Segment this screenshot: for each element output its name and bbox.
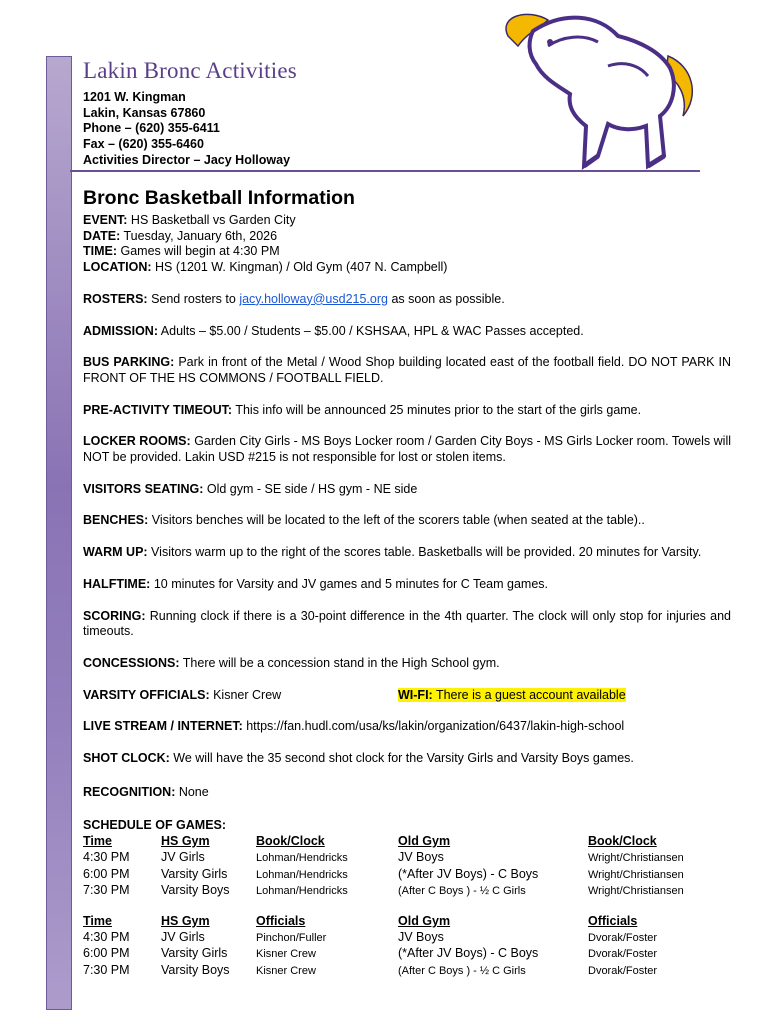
address-line1: 1201 W. Kingman [83,90,186,104]
locker-rooms-text: Garden City Girls - MS Boys Locker room / Garden City Boys - MS Girls Locker room. Towels will NOT be provided. Lakin USD #215 is not responsible for lost or stolen items. [83,434,731,465]
cell: Lohman/Hendricks [256,885,348,898]
schedule-table-1 [83,834,728,980]
phone: Phone – (620) 355-6411 [83,121,220,136]
table-row [83,946,728,963]
cell: Kisner Crew [256,965,316,978]
event-value: HS Basketball vs Garden City [127,213,296,227]
schedule-2-header [83,914,728,930]
halftime-label: HALFTIME: [83,576,151,591]
time-label: TIME: [83,244,118,259]
cell: Dvorak/Foster [588,931,658,944]
cell: 4:30 PM [83,849,130,864]
livestream-url: https://fan.hudl.com/usa/ks/lakin/organization/6437/lakin-high-school [242,719,625,734]
cell: Varsity Boys [161,963,230,978]
warmup-label: WARM UP: [83,545,148,560]
header-cell: Book/Clock [588,834,657,849]
cell: Kisner Crew [256,948,316,961]
header-cell: Old Gym [398,913,451,928]
timeout-text: This info will be announced 25 minutes prior to the start of the girls game. [232,402,642,417]
livestream-section [83,719,731,735]
cell: JV Boys [398,929,444,944]
scoring-section [83,609,731,640]
recognition-section [83,785,731,801]
sidebar-bar [46,56,72,1010]
halftime-section [83,577,731,593]
shot-clock-label: SHOT CLOCK: [83,751,170,766]
cell: 7:30 PM [83,963,130,978]
cell: Dvorak/Foster [588,948,658,961]
rosters-pre: Send rosters to [147,291,240,306]
cell: Varsity Girls [161,866,228,881]
cell: JV Girls [161,929,205,944]
livestream-label: LIVE STREAM / INTERNET: [83,719,243,734]
locker-rooms-section [83,434,731,465]
cell: Dvorak/Foster [588,965,658,978]
bus-parking-text: Park in front of the Metal / Wood Shop building located east of the football field. DO NOT PARK IN FRONT OF THE HS COMMONS / FOOTBALL FIELD. [83,355,731,385]
officials-text: Kisner Crew [209,687,282,702]
date-label: DATE: [83,228,121,243]
location-value: HS (1201 W. Kingman) / Old Gym (407 N. Campbell) [151,260,448,275]
event-block [83,213,731,276]
director: Activities Director – Jacy Holloway [83,152,291,167]
cell: Pinchon/Fuller [256,931,327,944]
document-body [83,186,731,980]
timeout-label: PRE-ACTIVITY TIMEOUT: [83,402,233,417]
cell: (After C Boys ) - ½ C Girls [398,965,526,978]
cell: Varsity Girls [161,946,228,961]
address-line2: Lakin, Kansas 67860 [83,105,206,120]
admission-section [83,324,731,340]
wifi-label: WI-FI: [398,687,433,702]
cell: Varsity Boys [161,883,230,898]
table-row [83,883,728,900]
header-cell: Officials [588,913,638,928]
email-link[interactable]: jacy.holloway@usd215.org [239,291,388,306]
concessions-label: CONCESSIONS: [83,655,180,670]
table-row [83,850,728,867]
cell: Wright/Christiansen [588,885,684,898]
header-cell: HS Gym [161,834,210,849]
admission-label: ADMISSION: [83,323,158,338]
concessions-text: There will be a concession stand in the High School gym. [179,655,500,670]
scoring-text: Running clock if there is a 30-point difference in the 4th quarter. The clock will only stop for injuries and timeouts. [83,608,731,639]
cell: JV Girls [161,849,205,864]
cell: (*After JV Boys) - C Boys [398,946,539,961]
timeout-section [83,403,731,419]
cell: Lohman/Hendricks [256,851,348,864]
time-value: Games will begin at 4:30 PM [117,244,280,259]
cell: 7:30 PM [83,883,130,898]
rosters-post: as soon as possible. [387,291,505,306]
officials-wifi-row [83,688,731,704]
wifi-text: There is a guest account available [432,687,626,702]
header-cell: HS Gym [161,913,210,928]
halftime-text: 10 minutes for Varsity and JV games and 5 minutes for C Team games. [150,576,548,591]
seating-text: Old gym - SE side / HS gym - NE side [203,481,418,496]
warmup-section [83,545,731,561]
benches-section [83,513,731,529]
shot-clock-text: We will have the 35 second shot clock for the Varsity Girls and Varsity Boys games. [169,751,634,766]
cell: JV Boys [398,849,444,864]
cell: 6:00 PM [83,946,130,961]
cell: 4:30 PM [83,929,130,944]
cell: Lohman/Hendricks [256,868,348,881]
bus-parking-section [83,355,731,386]
recognition-text: None [175,784,209,799]
warmup-text: Visitors warm up to the right of the scores table. Basketballs will be provided. 20 minutes for Varsity. [147,545,702,560]
schedule-1-header [83,834,728,850]
bus-parking-label: BUS PARKING: [83,355,175,370]
officials-label: VARSITY OFFICIALS: [83,687,210,702]
concessions-section [83,656,731,672]
location-label: LOCATION: [83,260,152,275]
table-row [83,867,728,884]
table-row [83,930,728,947]
fax: Fax – (620) 355-6460 [83,137,204,152]
benches-label: BENCHES: [83,513,149,528]
event-label: EVENT: [83,213,128,227]
admission-text: Adults – $5.00 / Students – $5.00 / KSHSAA, HPL & WAC Passes accepted. [158,323,584,338]
page-title: Bronc Basketball Information [83,187,355,209]
header-cell: Officials [256,913,306,928]
date-value: Tuesday, January 6th, 2026 [120,228,278,243]
org-title: Lakin Bronc Activities [83,58,297,83]
table-row [83,963,728,980]
shot-clock-section [83,751,731,767]
header-cell: Time [83,834,112,849]
header-cell: Book/Clock [256,834,325,849]
locker-rooms-label: LOCKER ROOMS: [83,434,191,449]
seating-section [83,482,731,498]
cell: Wright/Christiansen [588,868,684,881]
recognition-label: RECOGNITION: [83,784,176,799]
cell: 6:00 PM [83,866,130,881]
cell: Wright/Christiansen [588,851,684,864]
scoring-label: SCORING: [83,608,146,623]
header-cell: Time [83,913,112,928]
schedule-title: SCHEDULE OF GAMES: [83,818,227,833]
bronco-logo-icon [488,6,703,176]
cell: (*After JV Boys) - C Boys [398,866,539,881]
rosters-label: ROSTERS: [83,291,148,306]
cell: (After C Boys ) - ½ C Girls [398,885,526,898]
benches-text: Visitors benches will be located to the left of the scorers table (when seated at the table).. [148,513,645,528]
rosters-section [83,292,731,308]
header-cell: Old Gym [398,834,451,849]
seating-label: VISITORS SEATING: [83,481,204,496]
